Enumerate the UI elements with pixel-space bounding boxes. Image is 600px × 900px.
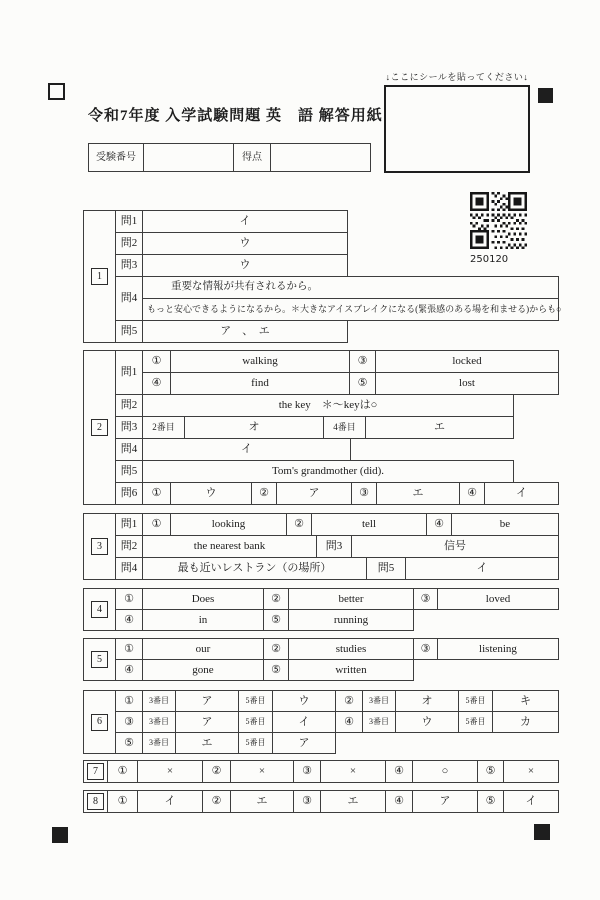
s7-i2-a: ×	[230, 760, 294, 783]
s7-i5-n: ⑤	[477, 760, 504, 783]
section4-number: 4	[91, 601, 108, 618]
s2-q6-n2: ②	[251, 482, 277, 505]
s1-q4-answer-line2: もっと安心できるようになるから。＊大きなアイスブレイクになる(緊張感のある場を和ませる)からも○	[142, 298, 559, 321]
s5-n4: ④	[115, 659, 143, 681]
section2-number: 2	[91, 419, 108, 436]
s2-q4-label: 問4	[115, 438, 143, 461]
s2-q1-n3: ③	[349, 350, 376, 373]
s2-q3-answer2: オ	[184, 416, 324, 439]
s4-n3: ③	[413, 588, 438, 610]
s2-q6-label: 問6	[115, 482, 143, 505]
s6-i2-p5: キ	[492, 690, 559, 712]
s6-i4-p5: カ	[492, 711, 559, 733]
s2-q3-answer4: エ	[365, 416, 514, 439]
s1-q2-label: 問2	[115, 232, 143, 255]
s8-i5-a: イ	[503, 790, 559, 813]
s2-q3-pos2-label: 2番目	[142, 416, 185, 439]
s5-a5: written	[288, 659, 414, 681]
s6-i1-n: ①	[115, 690, 143, 712]
s6-i5-ord3: 3番目	[142, 732, 176, 754]
s6-i3-n: ③	[115, 711, 143, 733]
s3-q2-answer: the nearest bank	[142, 535, 317, 558]
s1-q1-answer: イ	[142, 210, 348, 233]
s8-i3-a: エ	[320, 790, 386, 813]
s1-q1-label: 問1	[115, 210, 143, 233]
s7-i1-a: ×	[137, 760, 203, 783]
s1-q5-label: 問5	[115, 320, 143, 343]
s2-q6-n4: ④	[459, 482, 485, 505]
s2-q6-n3: ③	[351, 482, 377, 505]
s6-i1-p3: ア	[175, 690, 239, 712]
s3-q1-n4: ④	[426, 513, 452, 536]
s7-i5-a: ×	[503, 760, 559, 783]
corner-mark-top-right	[538, 88, 553, 103]
s2-q1-n1: ①	[142, 350, 171, 373]
s7-i4-n: ④	[385, 760, 413, 783]
s4-n5: ⑤	[263, 609, 289, 631]
s4-a4: in	[142, 609, 264, 631]
s4-a1: Does	[142, 588, 264, 610]
s2-q6-a4: イ	[484, 482, 559, 505]
s2-q1-n5: ⑤	[349, 372, 376, 395]
s1-q4-label: 問4	[115, 276, 143, 321]
s6-i4-n: ④	[335, 711, 363, 733]
s8-i4-a: ア	[412, 790, 478, 813]
s2-q1-a5: lost	[375, 372, 559, 395]
s2-q1-a3: locked	[375, 350, 559, 373]
s2-q6-a3: エ	[376, 482, 460, 505]
s4-n2: ②	[263, 588, 289, 610]
s5-n1: ①	[115, 638, 143, 660]
s4-a2: better	[288, 588, 414, 610]
seal-box	[384, 85, 530, 173]
s3-q5-answer: イ	[405, 557, 559, 580]
s6-i1-p5: ウ	[272, 690, 336, 712]
s2-q6-a1: ウ	[170, 482, 252, 505]
section6-number: 6	[91, 714, 108, 731]
s5-a1: our	[142, 638, 264, 660]
s4-a3: loved	[437, 588, 559, 610]
s6-i4-ord3: 3番目	[362, 711, 396, 733]
s7-i2-n: ②	[202, 760, 231, 783]
s4-n4: ④	[115, 609, 143, 631]
s3-q2-label: 問2	[115, 535, 143, 558]
section4-number-cell	[83, 588, 116, 631]
s6-i3-p5: イ	[272, 711, 336, 733]
s4-n1: ①	[115, 588, 143, 610]
s8-i1-a: イ	[137, 790, 203, 813]
s6-i2-p3: オ	[395, 690, 459, 712]
s6-i5-p5: ア	[272, 732, 336, 754]
section5-number-cell	[83, 638, 116, 681]
qr-code	[470, 192, 527, 249]
s6-i5-n: ⑤	[115, 732, 143, 754]
s2-q1-label: 問1	[115, 350, 143, 395]
section5-number: 5	[91, 651, 108, 668]
section7-number: 7	[87, 763, 104, 780]
s1-q5-answer: ア 、 エ	[142, 320, 348, 343]
score-label: 得点	[233, 143, 271, 172]
s3-q1-n2: ②	[286, 513, 312, 536]
exam-number-value-cell	[143, 143, 234, 172]
exam-number-label: 受験番号	[88, 143, 144, 172]
s2-q5-label: 問5	[115, 460, 143, 483]
s3-q1-a4: be	[451, 513, 559, 536]
s3-q3-answer: 信号	[351, 535, 559, 558]
s1-q3-answer: ウ	[142, 254, 348, 277]
s3-q3-label: 問3	[316, 535, 352, 558]
s8-i2-n: ②	[202, 790, 231, 813]
s2-q2-answer: the key ＊～keyは○	[142, 394, 514, 417]
s2-q1-a4: find	[170, 372, 350, 395]
s3-q5-label: 問5	[366, 557, 406, 580]
s3-q4-answer: 最も近いレストラン（の場所）	[142, 557, 367, 580]
s6-i5-ord5: 5番目	[238, 732, 273, 754]
s4-a5: running	[288, 609, 414, 631]
s2-q6-n1: ①	[142, 482, 171, 505]
s8-i2-a: エ	[230, 790, 294, 813]
section1-number-cell	[83, 210, 116, 343]
s6-i4-ord5: 5番目	[458, 711, 493, 733]
s6-i2-ord3: 3番目	[362, 690, 396, 712]
s8-i5-n: ⑤	[477, 790, 504, 813]
s5-a3: listening	[437, 638, 559, 660]
section1-number: 1	[91, 268, 108, 285]
section7-number-cell	[83, 760, 108, 783]
s6-i1-ord3: 3番目	[142, 690, 176, 712]
s2-q1-n4: ④	[142, 372, 171, 395]
s6-i2-ord5: 5番目	[458, 690, 493, 712]
s8-i3-n: ③	[293, 790, 321, 813]
s2-q1-a1: walking	[170, 350, 350, 373]
s7-i4-a: ○	[412, 760, 478, 783]
s6-i2-n: ②	[335, 690, 363, 712]
score-value-cell	[270, 143, 371, 172]
s3-q4-label: 問4	[115, 557, 143, 580]
s3-q1-n1: ①	[142, 513, 171, 536]
s2-q5-answer: Tom's grandmother (did).	[142, 460, 514, 483]
corner-mark-bottom-left	[52, 827, 68, 843]
s1-q2-answer: ウ	[142, 232, 348, 255]
section6-number-cell	[83, 690, 116, 754]
s8-i1-n: ①	[107, 790, 138, 813]
section2-number-cell	[83, 350, 116, 505]
s7-i3-a: ×	[320, 760, 386, 783]
qr-number: 250120	[470, 254, 509, 265]
s1-q3-label: 問3	[115, 254, 143, 277]
page-title: 令和7年度 入学試験問題 英 語 解答用紙	[88, 108, 383, 124]
s3-q1-label: 問1	[115, 513, 143, 536]
s6-i3-p3: ア	[175, 711, 239, 733]
s5-a4: gone	[142, 659, 264, 681]
s6-i4-p3: ウ	[395, 711, 459, 733]
s5-n5: ⑤	[263, 659, 289, 681]
s6-i3-ord5: 5番目	[238, 711, 273, 733]
section3-number: 3	[91, 538, 108, 555]
s8-i4-n: ④	[385, 790, 413, 813]
corner-mark-top-left	[48, 83, 65, 100]
s2-q3-pos4-label: 4番目	[323, 416, 366, 439]
s5-a2: studies	[288, 638, 414, 660]
s2-q6-a2: ア	[276, 482, 352, 505]
s5-n2: ②	[263, 638, 289, 660]
s3-q1-a2: tell	[311, 513, 427, 536]
section3-number-cell	[83, 513, 116, 580]
s2-q4-answer: イ	[142, 438, 351, 461]
s6-i1-ord5: 5番目	[238, 690, 273, 712]
seal-instruction: ↓ここにシールを貼ってください↓	[385, 72, 529, 82]
s6-i3-ord3: 3番目	[142, 711, 176, 733]
s5-n3: ③	[413, 638, 438, 660]
corner-mark-bottom-right	[534, 824, 550, 840]
s6-i5-p3: エ	[175, 732, 239, 754]
s2-q3-label: 問3	[115, 416, 143, 439]
section8-number: 8	[87, 793, 104, 810]
s3-q1-a1: looking	[170, 513, 287, 536]
s1-q4-answer-line1: 重要な情報が共有されるから。	[142, 276, 559, 299]
section8-number-cell	[83, 790, 108, 813]
s7-i1-n: ①	[107, 760, 138, 783]
s2-q2-label: 問2	[115, 394, 143, 417]
s7-i3-n: ③	[293, 760, 321, 783]
